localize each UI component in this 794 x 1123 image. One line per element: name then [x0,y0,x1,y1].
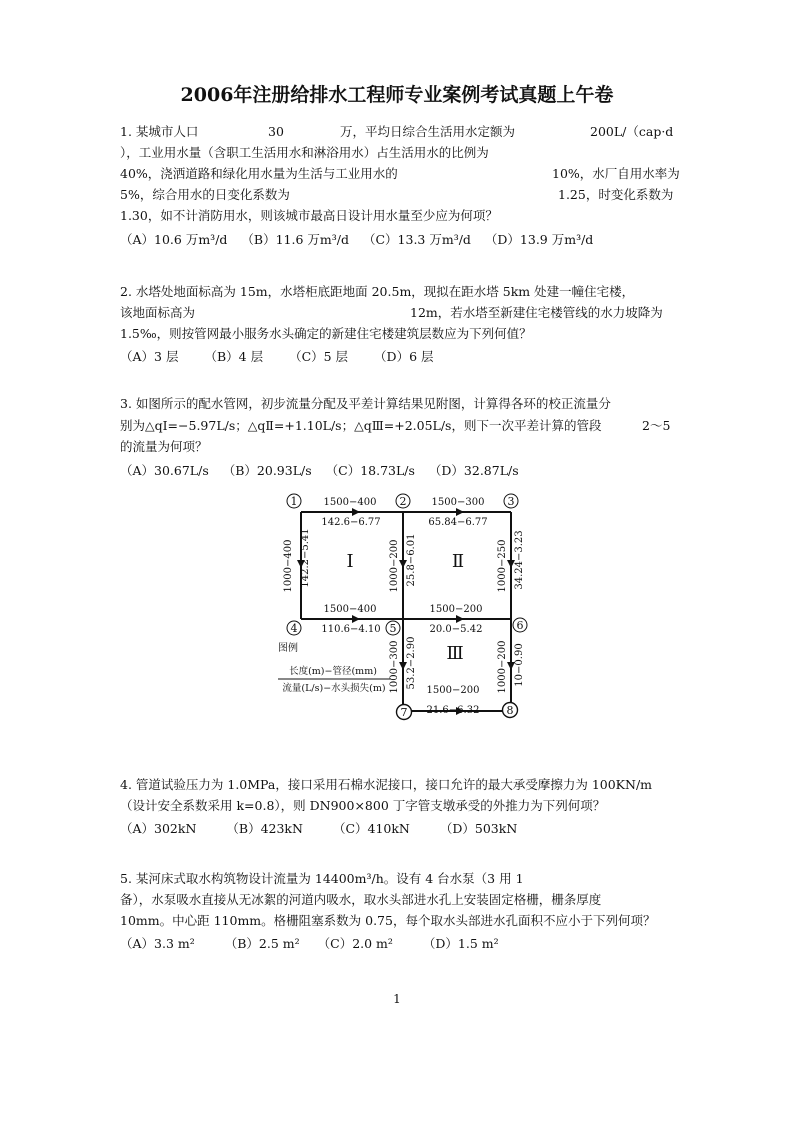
legend-title: 图例 [278,643,298,654]
q1-option-a[interactable]: （A）10.6 万m³/d [120,232,228,247]
pipe-7-8-spec: 1500−200 [426,685,480,696]
q4-option-d[interactable]: （D）503kN [439,821,518,836]
pipe-4-5-spec: 1500−400 [323,604,377,615]
legend-top-label: 长度(m)−管径(mm) [289,666,377,677]
q2-line-3: 1.5‰，则按管网最小服务水头确定的新建住宅楼建筑层数应为下列何值？ [120,326,532,341]
node-7: 7 [400,706,408,719]
q1-options [120,230,603,248]
pipe-5-7-spec: 1000−300 [389,640,400,694]
q3-text: 别为△qⅠ=−5.97L/s；△qⅡ=+1.10L/s；△qⅢ=+2.05L/s，则下一次平差计算的管段 [120,418,602,433]
node-3: 3 [507,495,515,508]
q3-pipe-segment: 2～5 [642,418,671,433]
q2-options [120,347,444,365]
q3-option-a[interactable]: （A）30.67L/s [120,463,209,478]
pipe-network-diagram [270,488,530,724]
pipe-1-4-flow: 142.2−5.41 [300,528,311,588]
arrow-icon [352,615,360,623]
pipe-4-5-flow: 110.6−4.10 [321,624,381,635]
arrow-icon [352,508,360,516]
q4-option-b[interactable]: （B）423kN [226,821,303,836]
q3-option-d[interactable]: （D）32.87L/s [428,463,519,478]
pipe-3-6-spec: 1000−250 [497,539,508,593]
q3-line-3: 的流量为何项？ [120,439,208,454]
q2-option-a[interactable]: （A）3 层 [120,349,179,364]
q1-text: 5%，综合用水的日变化系数为 [120,187,290,202]
q5-option-d[interactable]: （D）1.5 m² [422,936,499,951]
q5-option-b[interactable]: （B）2.5 m² [224,936,300,951]
q1-text: 1. 某城市人口 [120,124,199,139]
node-8: 8 [506,704,514,717]
page-title: 2006年注册给排水工程师专业案例考试真题上午卷 [180,84,614,106]
pipe-7-8-flow: 21.6−6.32 [426,705,480,716]
pipe-6-8-spec: 1000−200 [497,640,508,694]
loop-label-2: Ⅱ [451,551,465,572]
pipe-2-3-flow: 65.84−6.77 [428,517,488,528]
pipe-3-6-flow: 34.24−3.23 [514,530,525,590]
node-5: 5 [389,622,397,635]
pipe-1-2-spec: 1500−400 [323,497,377,508]
q5-line-3: 10mm。中心距 110mm。格栅阻塞系数为 0.75，每个取水头部进水孔面积不应小于下列何项？ [120,913,656,928]
pipe-5-6-spec: 1500−200 [429,604,483,615]
diagram-legend [278,641,391,694]
node-2: 2 [399,495,407,508]
q4-options [120,819,527,837]
q2-option-d[interactable]: （D）6 层 [374,349,434,364]
loop-label-3: Ⅲ [446,643,464,664]
q5-option-a[interactable]: （A）3.3 m² [120,936,195,951]
node-6: 6 [516,619,524,632]
pipe-5-7-flow: 53.2−2.90 [406,636,417,690]
arrow-icon [456,508,464,516]
pipe-2-3-spec: 1500−300 [431,497,485,508]
q1-option-d[interactable]: （D）13.9 万m³/d [484,232,594,247]
q4-option-a[interactable]: （A）302kN [120,821,197,836]
pipe-5-6-flow: 20.0−5.42 [429,624,483,635]
q4-line-1: 4. 管道试验压力为 1.0MPa，接口采用石棉水泥接口，接口允许的最大承受摩擦力为 100KN/m [120,777,653,792]
q3-options [120,461,529,479]
q5-line-2: 备），水泵吸水直接从无冰絮的河道内吸水，取水头部进水孔上安装固定格栅，栅条厚度 [120,892,602,907]
q1-text: 1.25，时变化系数为 [558,187,674,202]
q1-quota: 200L/（cap·d [590,124,674,139]
q3-option-b[interactable]: （B）20.93L/s [222,463,312,478]
node-4: 4 [290,622,298,635]
legend-bottom-label: 流量(L/s)−水头损失(m) [282,683,386,694]
q5-options [120,934,509,952]
q3-option-c[interactable]: （C）18.73L/s [325,463,415,478]
q1-option-b[interactable]: （B）11.6 万m³/d [241,232,349,247]
q2-text: 该地面标高为 [120,305,196,320]
pipe-2-5-flow: 25.8−6.01 [406,533,417,587]
pipe-1-4-spec: 1000−400 [283,539,294,593]
q2-line-1: 2. 水塔处地面标高为 15m，水塔柜底距地面 20.5m，现拟在距水塔 5km 处建一幢住宅楼， [120,284,635,299]
pipe-1-2-flow: 142.6−6.77 [321,517,381,528]
q4-option-c[interactable]: （C）410kN [332,821,410,836]
q1-text: 10%，水厂自用水率为 [552,166,680,181]
page-number: 1 [393,992,401,1006]
loop-label-1: Ⅰ [346,551,354,572]
pipe-2-5-spec: 1000−200 [389,539,400,593]
q2-option-c[interactable]: （C）5 层 [289,349,349,364]
q2-text: 12m，若水塔至新建住宅楼管线的水力坡降为 [410,305,663,320]
q1-line-5: 1.30，如不计消防用水，则该城市最高日设计用水量至少应为何项？ [120,208,498,223]
q3-line-1: 3. 如图所示的配水管网，初步流量分配及平差计算结果见附图，计算得各环的校正流量分 [120,396,611,411]
node-1: 1 [290,495,298,508]
arrow-icon [456,615,464,623]
q1-population: 30 [268,124,284,139]
q2-option-b[interactable]: （B）4 层 [204,349,264,364]
q5-line-1: 5. 某河床式取水构筑物设计流量为 14400m³/h。设有 4 台水泵（3 用 1 [120,871,524,886]
q4-line-2: （设计安全系数采用 k=0.8），则 DN900×800 丁字管支墩承受的外推力为下列何项？ [120,798,606,813]
q1-option-c[interactable]: （C）13.3 万m³/d [362,232,471,247]
pipe-6-8-flow: 10−0.90 [514,643,525,687]
q1-text: 40%，浇洒道路和绿化用水量为生活与工业用水的 [120,166,398,181]
q1-line-2: ），工业用水量（含职工生活用水和淋浴用水）占生活用水的比例为 [120,145,489,160]
q5-option-c[interactable]: （C）2.0 m² [317,936,393,951]
q1-text: 万，平均日综合生活用水定额为 [340,124,516,139]
